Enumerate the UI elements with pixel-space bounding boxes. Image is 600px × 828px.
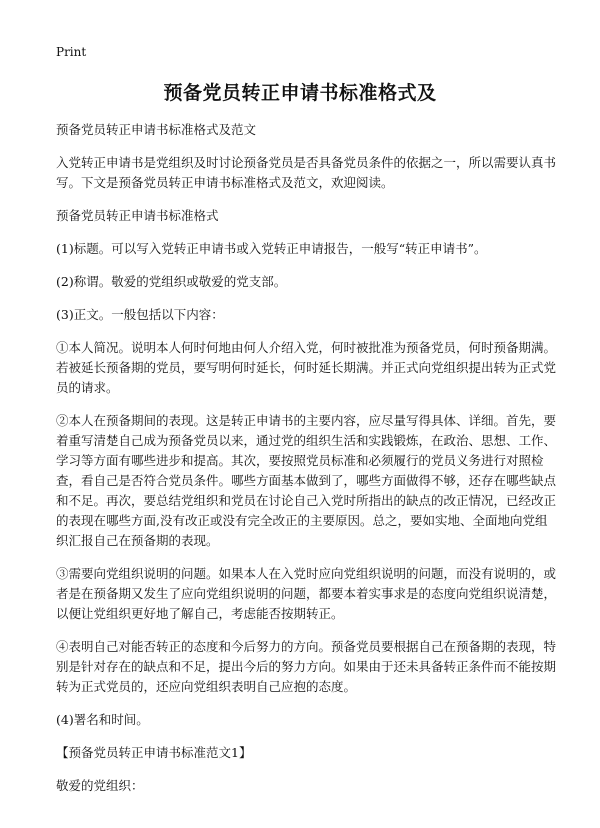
print-label: Print (56, 45, 87, 59)
document-body (56, 120, 556, 809)
paragraph-point-2: ②本人在预备期间的表现。这是转正申请书的主要内容，应尽量写得具体、详细。首先，要着重写清楚自己成为预备党员以来，通过党的组织生活和实践锻炼，在政治、思想、工作、学习等方面有哪些进步和提高。其次，要按照党员标准和必须履行的党员义务进行对照检查，看自己是否符合党员条件。哪些方面基本做到了，哪些方面做得不够，还存在哪些缺点和不足。再次，要总结党组织和党员在讨论自己入党时所指出的缺点的改正情况，已经改正的表现在哪些方面,没有改正或没有完全改正的主要原因。总之，要如实地、全面地向党组织汇报自己在预备期的表现。 (56, 413, 557, 548)
paragraph-point-1: ①本人简况。说明本人何时何地由何人介绍入党，何时被批准为预备党员，何时预备期满。若被延长预备期的党员，要写明何时延长，何时延长期满。并正式向党组织提出转为正式党员的请求。 (56, 340, 557, 395)
paragraph-subtitle: 预备党员转正申请书标准格式及范文 (56, 122, 257, 137)
paragraph-item-salutation: (2)称谓。敬爱的党组织或敬爱的党支部。 (56, 274, 287, 289)
paragraph-greeting: 敬爱的党组织： (56, 778, 144, 793)
paragraph-format-heading: 预备党员转正申请书标准格式 (56, 208, 219, 223)
document-title: 预备党员转正申请书标准格式及 (163, 82, 437, 104)
paragraph-item-signature: (4)署名和时间。 (56, 712, 149, 727)
paragraph-item-body: (3)正文。一般包括以下内容： (56, 307, 224, 322)
paragraph-item-title: (1)标题。可以写入党转正申请书或入党转正申请报告，一般写“转正申请书”。 (56, 241, 487, 256)
paragraph-point-4: ④表明自己对能否转正的态度和今后努力的方向。预备党员要根据自己在预备期的表现，特别是针对存在的缺点和不足，提出今后的努力方向。如果由于还未具备转正条件而不能按期转为正式党员的，还应向党组织表明自己应抱的态度。 (56, 639, 557, 694)
paragraph-intro: 入党转正申请书是党组织及时讨论预备党员是否具备党员条件的依据之一，所以需要认真书写。下文是预备党员转正申请书标准格式及范文，欢迎阅读。 (56, 155, 557, 190)
paragraph-point-3: ③需要向党组织说明的问题。如果本人在入党时应向党组织说明的问题，而没有说明的，或者是在预备期又发生了应向党组织说明的问题，都要本着实事求是的态度向党组织说清楚，以便让党组织更好地了解自己，考虑能否按期转正。 (56, 566, 557, 621)
paragraph-sample-heading: 【预备党员转正申请书标准范文1】 (56, 745, 252, 760)
